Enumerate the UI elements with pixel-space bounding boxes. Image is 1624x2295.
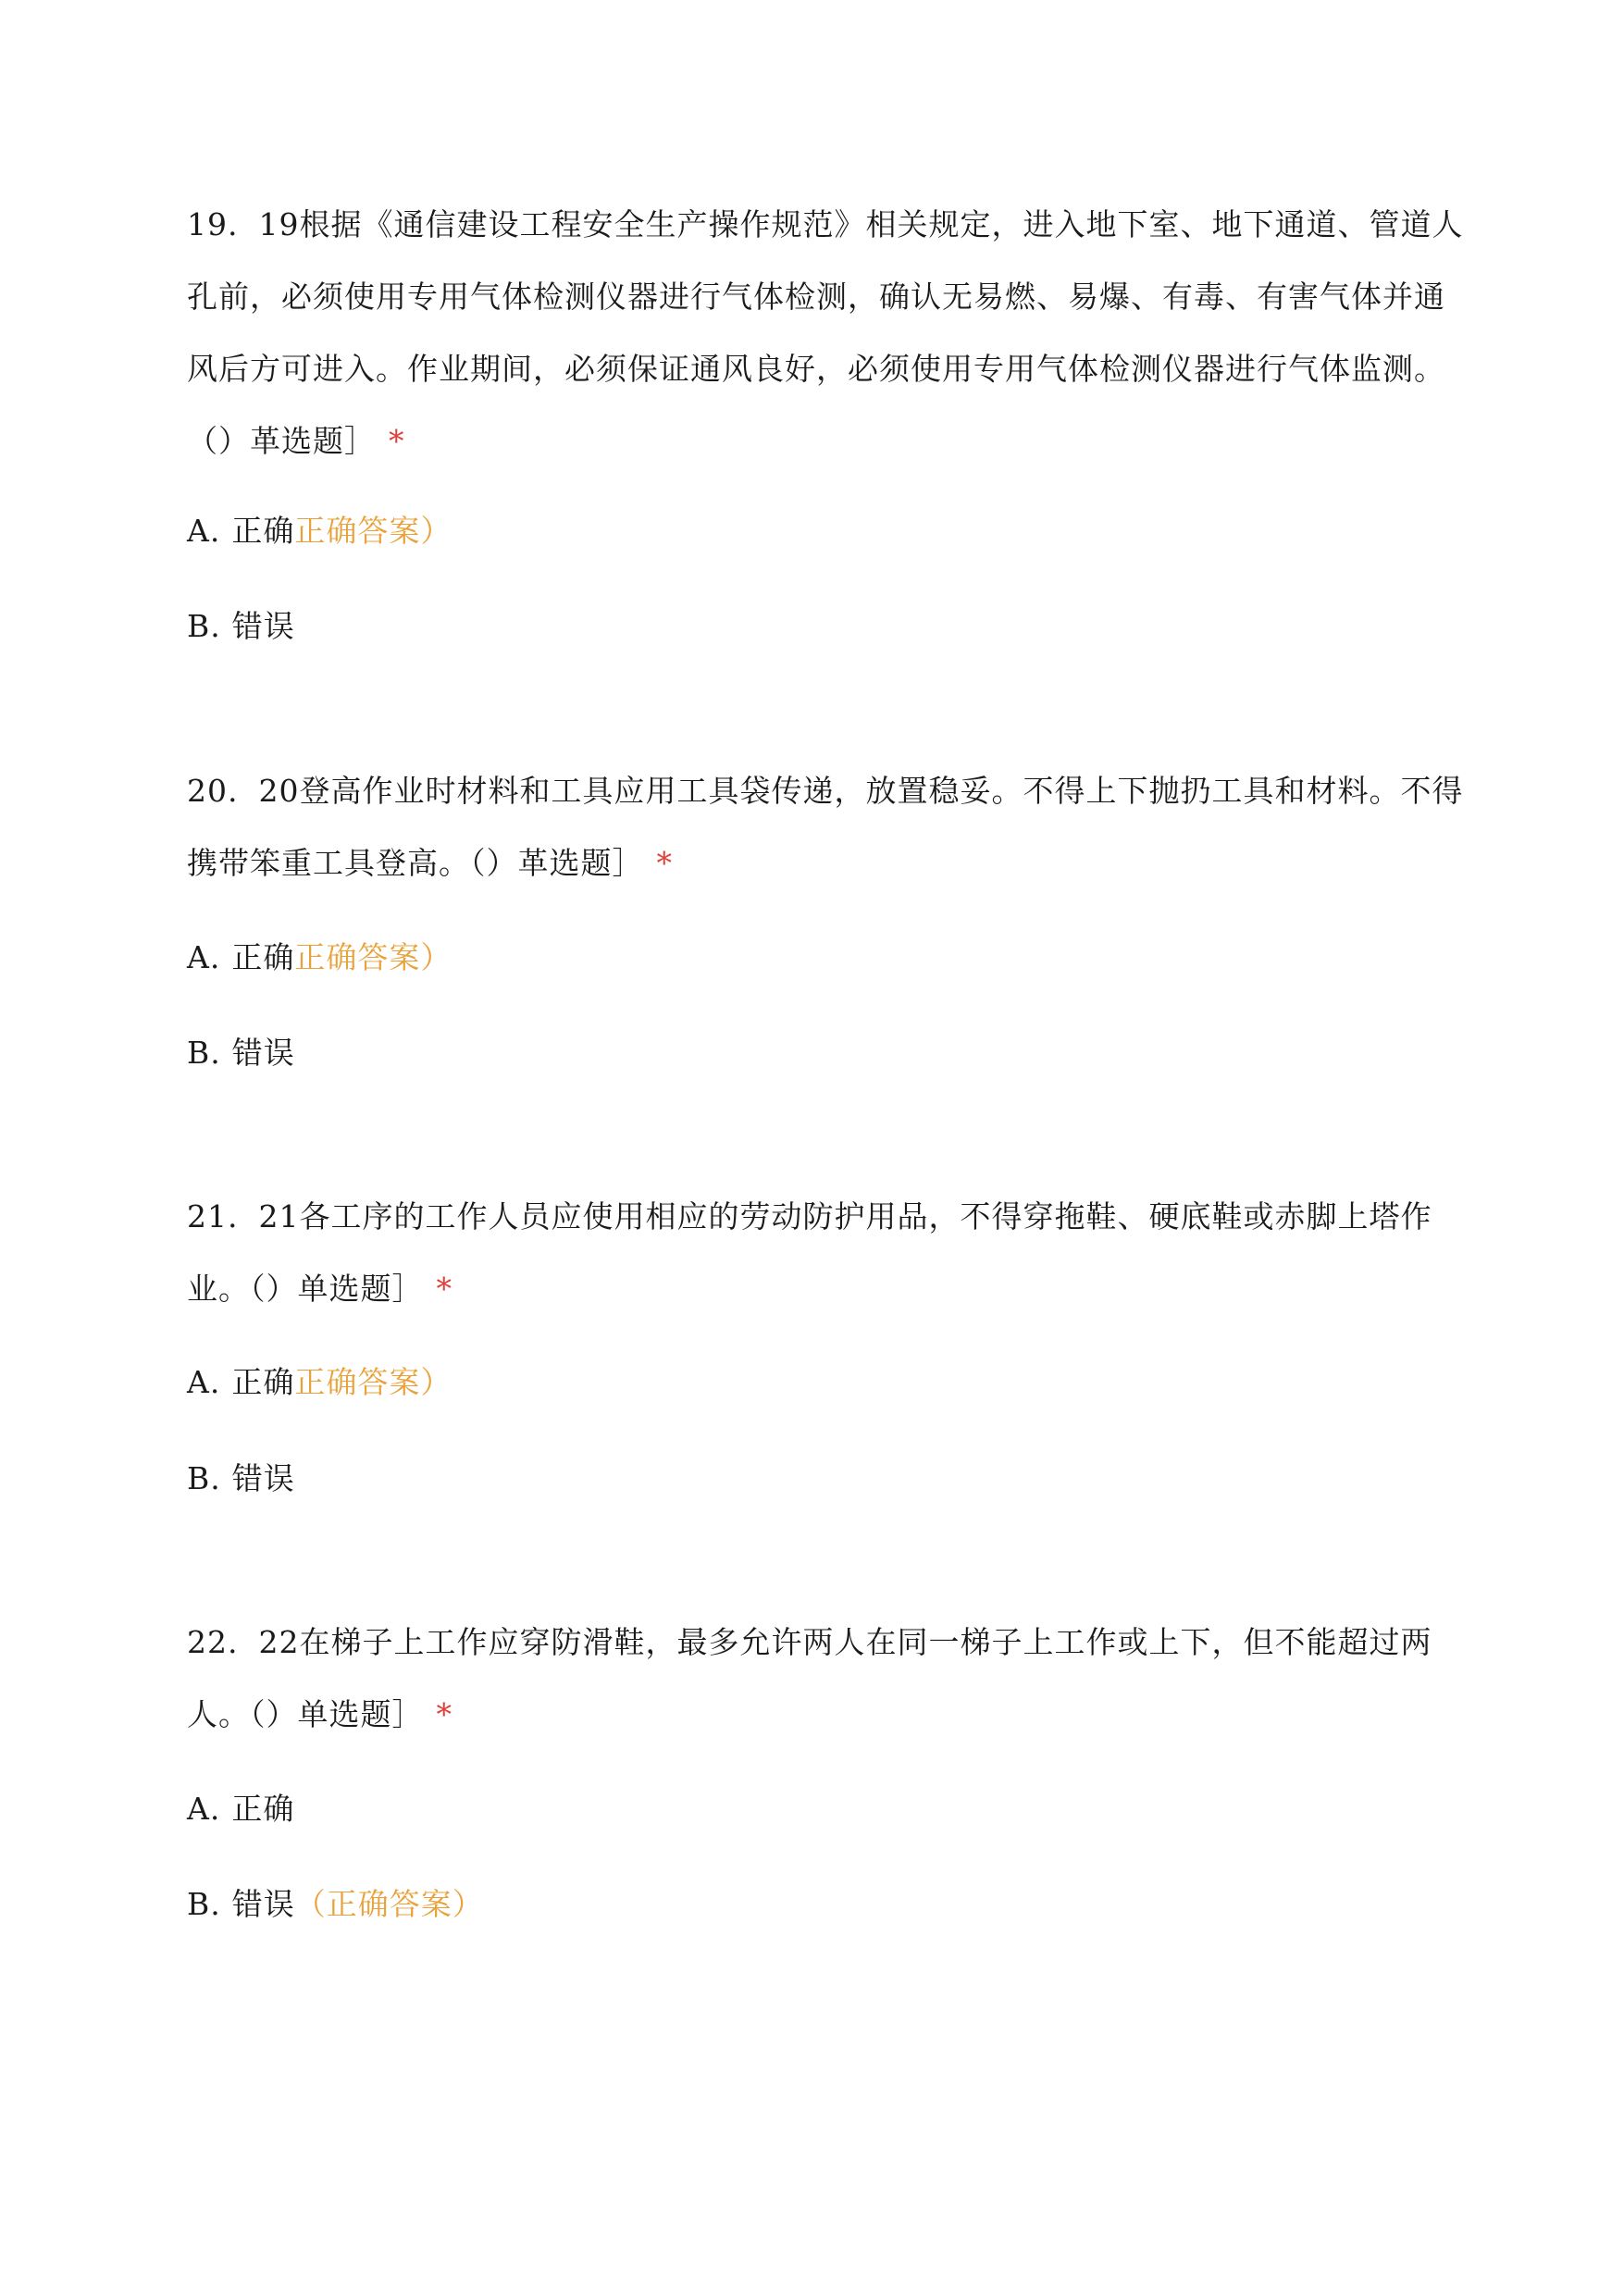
option-letter: A.	[187, 1791, 221, 1827]
question-text	[187, 189, 1464, 478]
question-20-option-a[interactable]	[187, 937, 1464, 978]
question-22-option-b[interactable]	[187, 1884, 1464, 1925]
option-label: 正确	[231, 939, 295, 975]
option-label: 错误	[231, 1886, 295, 1922]
option-letter: A.	[187, 1364, 221, 1400]
question-19-option-a[interactable]	[187, 511, 1464, 552]
option-label: 正确	[231, 1364, 295, 1400]
correct-answer-mark: 正确答案）	[294, 1364, 452, 1400]
question-21-option-a[interactable]	[187, 1362, 1464, 1403]
question-19-option-b[interactable]	[187, 606, 1464, 647]
question-body: 20登高作业时材料和工具应用工具袋传递，放置稳妥。不得上下抛扔工具和材料。不得携带笨重工具登高。（）革选题］	[187, 773, 1464, 881]
question-22-option-a[interactable]	[187, 1789, 1464, 1830]
option-letter: B.	[187, 1886, 221, 1922]
correct-answer-mark: 正确答案）	[294, 513, 452, 549]
option-label: 错误	[231, 1035, 295, 1071]
correct-answer-mark: （正确答案）	[294, 1886, 484, 1922]
question-body: 22在梯子上工作应穿防滑鞋，最多允许两人在同一梯子上工作或上下，但不能超过两人。（）单选题］	[187, 1624, 1432, 1732]
option-label: 正确	[231, 513, 295, 549]
question-21	[187, 1181, 1464, 1325]
option-label: 错误	[231, 1460, 295, 1496]
required-mark: *	[436, 1271, 452, 1307]
question-number: 20.	[187, 773, 239, 809]
required-mark: *	[436, 1696, 452, 1732]
option-letter: B.	[187, 608, 221, 644]
option-letter: B.	[187, 1035, 221, 1071]
question-number: 21.	[187, 1198, 239, 1234]
question-body: 21各工序的工作人员应使用相应的劳动防护用品，不得穿拖鞋、硬底鞋或赤脚上塔作业。（）单选题］	[187, 1198, 1432, 1307]
question-text	[187, 1181, 1464, 1325]
question-text	[187, 755, 1464, 899]
question-19	[187, 189, 1464, 478]
question-21-option-b[interactable]	[187, 1458, 1464, 1499]
option-letter: B.	[187, 1460, 221, 1496]
question-20	[187, 755, 1464, 899]
correct-answer-mark: 正确答案）	[294, 939, 452, 975]
option-label: 错误	[231, 608, 295, 644]
required-mark: *	[656, 845, 673, 881]
question-number: 19.	[187, 206, 239, 242]
question-22	[187, 1606, 1464, 1751]
option-label: 正确	[231, 1791, 295, 1827]
option-letter: A.	[187, 513, 221, 549]
option-letter: A.	[187, 939, 221, 975]
question-text	[187, 1606, 1464, 1751]
question-body: 19根据《通信建设工程安全生产操作规范》相关规定，进入地下室、地下通道、管道人孔前，必须使用专用气体检测仪器进行气体检测，确认无易燃、易爆、有毒、有害气体并通风后方可进入。作业期间，必须保证通风良好，必须使用专用气体检测仪器进行气体监测。（）革选题］	[187, 206, 1464, 459]
question-20-option-b[interactable]	[187, 1033, 1464, 1073]
required-mark: *	[389, 423, 405, 459]
question-number: 22.	[187, 1624, 239, 1660]
